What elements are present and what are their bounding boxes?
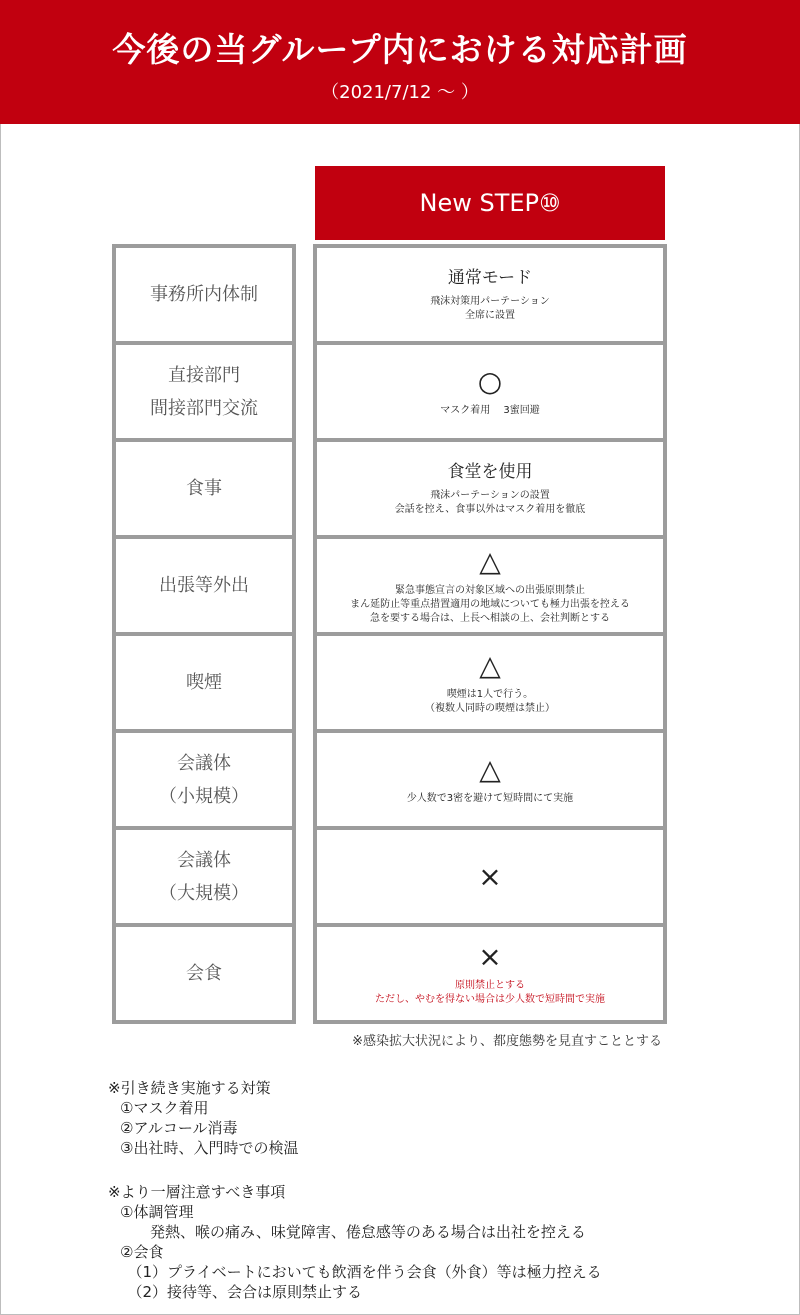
row-category-line: （大規模）: [159, 882, 249, 904]
policy-symbol: △: [479, 648, 501, 682]
policy-symbol: ×: [478, 939, 502, 973]
row-category-line: 会議体: [177, 849, 231, 871]
row-policy-content: [317, 830, 663, 923]
policy-symbol: △: [479, 544, 501, 578]
cautions-item: ②会食: [120, 1243, 164, 1261]
row-policy-content: [317, 927, 663, 1020]
measures-list: [108, 1078, 298, 1158]
row-category-line: 会議体: [177, 752, 231, 774]
policy-mode: 通常モード: [447, 267, 533, 288]
row-category-line: 会食: [186, 963, 222, 984]
row-policy-content: [317, 345, 663, 438]
row-category-line: （小規模）: [159, 785, 249, 807]
row-category: [112, 923, 296, 1024]
row-category-line: 出張等外出: [159, 575, 249, 596]
cautions-heading: ※より一層注意すべき事項: [108, 1183, 286, 1201]
row-policy-content: [317, 539, 663, 632]
row-category: [112, 632, 296, 733]
row-category-line: 食事: [186, 478, 222, 499]
page-subtitle: （2021/7/12 ～ ）: [321, 82, 479, 103]
row-policy: [313, 244, 667, 345]
policy-mode: 食堂を使用: [447, 461, 533, 482]
row-category: [112, 244, 296, 345]
row-policy: [313, 632, 667, 733]
policy-note: 会話を控え、食事以外はマスク着用を徹底: [394, 503, 586, 515]
row-category: [112, 341, 296, 442]
policy-note: マスク着用 3蜜回避: [440, 404, 540, 416]
policy-symbol: ○: [477, 364, 503, 398]
policy-note: 急を要する場合は、上長へ相談の上、会社判断とする: [370, 612, 610, 624]
cautions-item: 発熱、喉の痛み、味覚障害、倦怠感等のある場合は出社を控える: [120, 1223, 586, 1241]
row-category: [112, 535, 296, 636]
row-policy: [313, 923, 667, 1024]
row-policy: [313, 729, 667, 830]
row-policy: [313, 535, 667, 636]
row-category: [112, 826, 296, 927]
measures-item: ②アルコール消毒: [120, 1119, 238, 1137]
policy-note: 全席に設置: [465, 309, 515, 321]
policy-note: 少人数で3密を避けて短時間にて実施: [406, 792, 574, 804]
row-category-line: 喫煙: [186, 672, 222, 693]
header-banner: [0, 0, 800, 124]
policy-note: まん延防止等重点措置適用の地域についても極力出張を控える: [350, 598, 630, 610]
policy-note: ただし、やむを得ない場合は少人数で短時間で実施: [375, 993, 605, 1005]
measures-heading: ※引き続き実施する対策: [108, 1079, 271, 1097]
cautions-item: ①体調管理: [120, 1203, 194, 1221]
row-category: [112, 729, 296, 830]
row-category-line: 間接部門交流: [150, 397, 258, 419]
policy-symbol: △: [479, 752, 501, 786]
policy-note: 飛沫対策用パーテーション: [430, 295, 550, 307]
step-label: New STEP⑩: [315, 166, 665, 240]
row-policy: [313, 341, 667, 442]
row-category: [112, 438, 296, 539]
row-policy-content: [317, 636, 663, 729]
policy-note: 飛沫パーテーションの設置: [430, 489, 550, 501]
row-policy-content: [317, 442, 663, 535]
cautions-item: （2）接待等、会合は原則禁止する: [120, 1283, 363, 1301]
policy-note: （複数人同時の喫煙は禁止）: [425, 702, 555, 714]
footnote: ※感染拡大状況により、都度態勢を見直すこととする: [352, 1034, 662, 1049]
measures-item: ③出社時、入門時での検温: [120, 1139, 299, 1157]
cautions-item: （1）プライベートにおいても飲酒を伴う会食（外食）等は極力控える: [120, 1263, 602, 1281]
row-policy-content: [317, 733, 663, 826]
measures-item: ①マスク着用: [120, 1099, 209, 1117]
row-policy: [313, 438, 667, 539]
policy-symbol: ×: [478, 859, 502, 893]
row-category-line: 直接部門: [168, 364, 240, 386]
policy-note: 原則禁止とする: [455, 979, 525, 991]
row-policy: [313, 826, 667, 927]
policy-note: 緊急事態宣言の対象区域への出張原則禁止: [395, 584, 585, 596]
row-policy-content: [317, 248, 663, 341]
policy-note: 喫煙は1人で行う。: [446, 688, 534, 700]
page-title: 今後の当グループ内における対応計画: [112, 30, 688, 69]
row-category-line: 事務所内体制: [150, 284, 258, 305]
cautions-list: [108, 1182, 602, 1302]
